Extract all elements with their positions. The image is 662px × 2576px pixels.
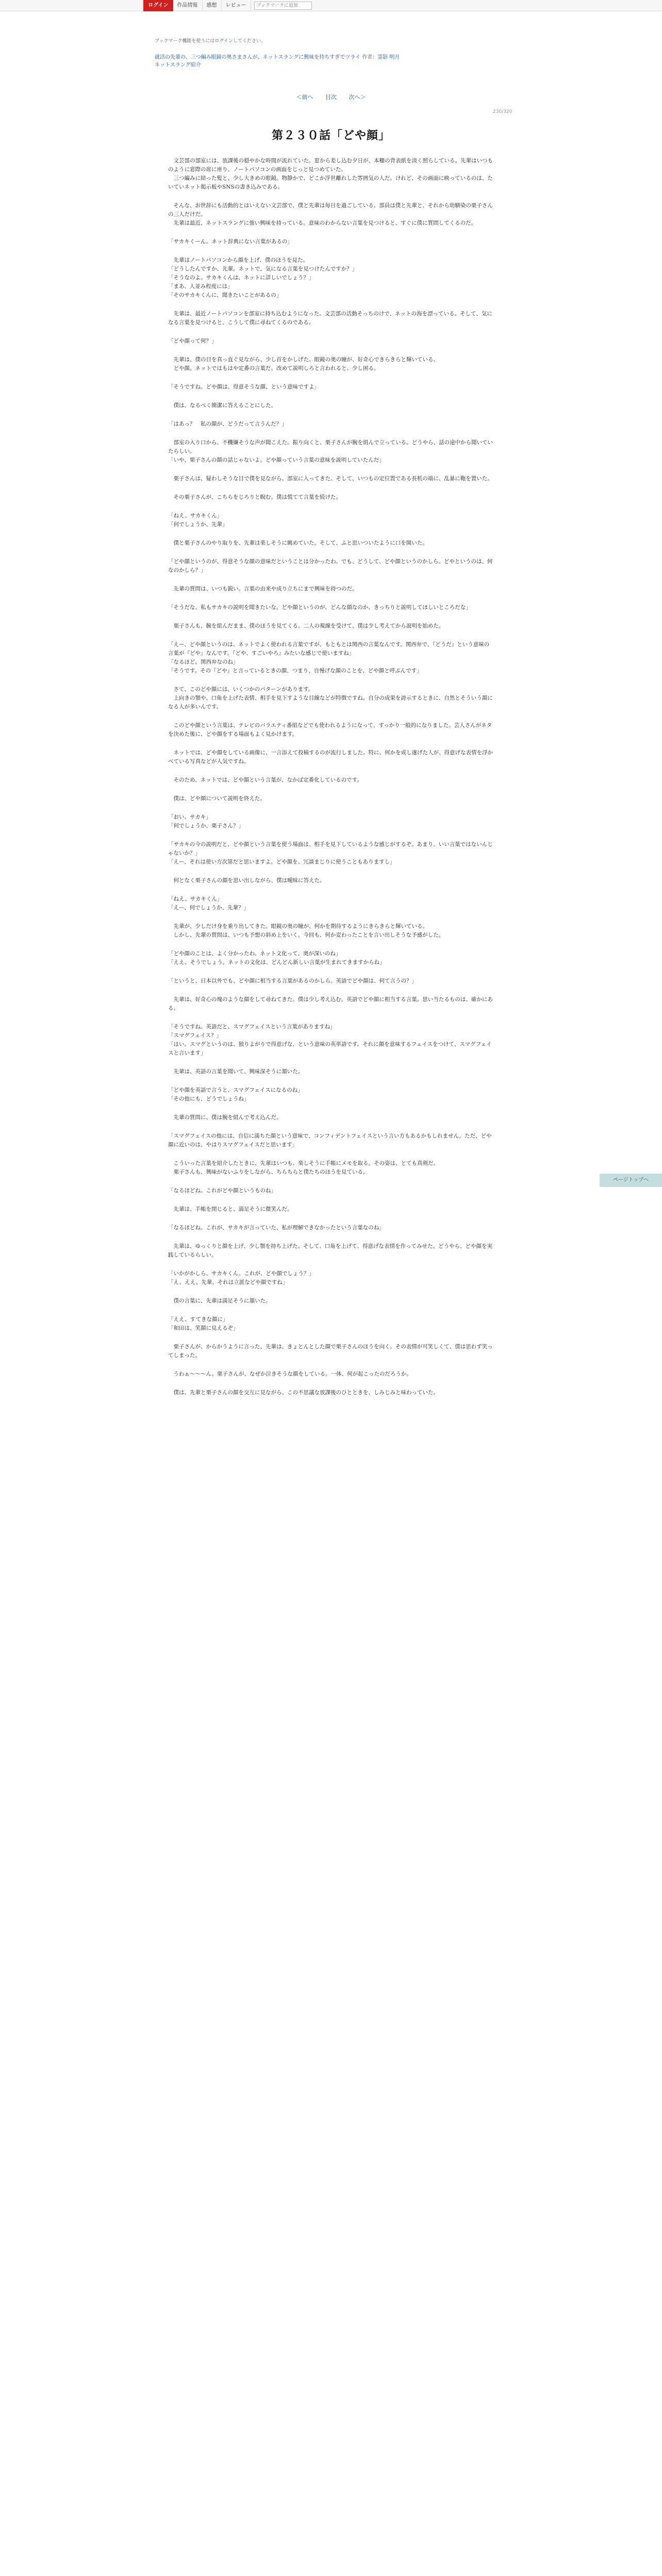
- page-number: 230/320: [493, 109, 512, 114]
- body-paragraph: 「というと、日本以外でも、どや顔に相当する言葉があるのかしら。英語でどや顔は、何て言うの？」: [168, 978, 417, 984]
- bookmark-search-input[interactable]: [254, 2, 312, 10]
- body-paragraph: 先輩の質問に、僕は腕を組んで考え込んだ。: [168, 1114, 282, 1121]
- body-paragraph: そんな、お世辞にも活動的とはいえない文芸部で、僕と先輩は毎日を過ごしている。部員は僕と先輩と、それから幼馴染の栗子さんの三人だけだ。 先輩は最近、ネットスラングに強い興味を持っている。意味のわからない言葉を見つけると、すぐに僕に質問してくるのだ。: [168, 202, 493, 226]
- body-paragraph: 先輩は、僕の目を真っ直ぐ見ながら、少し首をかしげた。眼鏡の奥の瞳が、好奇心できらきらと輝いている。 どや顔。ネットではもはや定番の言葉だ。改めて説明しろと言われると、少し困る。: [173, 357, 439, 371]
- body-paragraph: 栗子さんも、腕を組んだまま、僕のほうを見てくる。二人の視線を受けて、僕は少し考えてから説明を始めた。: [168, 623, 444, 629]
- body-paragraph: 「ねえ、サカキくん」 「えー、何でしょうか、先輩？」: [168, 896, 250, 911]
- body-paragraph: 先輩は、手帳を閉じると、満足そうに微笑んだ。: [168, 1206, 293, 1212]
- top-bar: [0, 0, 662, 11]
- series-info: [155, 54, 516, 69]
- chapter-title: 第２３０話「どや顔」: [271, 129, 390, 142]
- body-paragraph: 栗子さんが、からかうように言った。先輩は、きょとんとした顔で栗子さんのほうを向く。その表情が可笑しくて、僕は思わず笑ってしまった。: [168, 1344, 493, 1359]
- nav-item-reviews[interactable]: レビュー: [222, 0, 251, 11]
- body-paragraph: 先輩は、ゆっくりと顔を上げ、少し顎を持ち上げた。そして、口角を上げて、得意げな表情を作ってみせた。どうやら、どや顔を実践しているらしい。: [168, 1243, 493, 1258]
- body-paragraph: 僕と栗子さんのやり取りを、先輩は楽しそうに眺めていた。そして、ふと思いついたように口を開いた。: [168, 540, 428, 546]
- body-paragraph: 先輩は、最近ノートパソコンを部室に持ち込むようになった。文芸部の活動そっちのけで、ネットの海を漂っている。そして、気になる言葉を見つけると、こうして僕に尋ねてくるのである。: [168, 311, 492, 326]
- body-paragraph: 「どや顔って何？」: [168, 338, 217, 344]
- body-paragraph: 「そうだな、私もサカキの説明を聞きたいな。どや顔というのが、どんな顔なのか、きっちりと説明してほしいところだな」: [168, 604, 471, 611]
- series-subtitle[interactable]: ネットスラング紹介: [155, 62, 201, 68]
- author-label: 作者：: [362, 55, 378, 60]
- body-paragraph: その栗子さんが、こちらをじろりと睨む。僕は慌てて言葉を続けた。: [168, 494, 341, 500]
- body-paragraph: 先輩はノートパソコンから顔を上げ、僕のほうを見た。 「どうしたんですか、先輩。ネットで、気になる言葉を見つけたんですか？」 「そうなのよ。サカキくんは、ネットに詳しいでしょう？」 「まあ、人並み程度には」 「そのサカキくんに、聞きたいことがあるの」: [168, 257, 358, 298]
- body-paragraph: 栗子さんは、疑わしそうな目で僕を見ながら、部室に入ってきた。そして、いつもの定位置である長机の端に、乱暴に鞄を置いた。: [168, 476, 493, 482]
- notice-prefix: ブックマーク機能を使うには: [155, 39, 215, 44]
- body-paragraph: 「どや顔というのが、得意そうな顔の意味だということは分かったわ。でも、どうして、どや顔というのかしら。どやというのは、何なのかしら？」: [168, 558, 493, 573]
- body-paragraph: そのため、ネットでは、どや顔という言葉が、なかば定番化しているのです。: [168, 777, 362, 783]
- pager-top: [0, 93, 662, 101]
- body-paragraph: 「スマグフェイスの他には、自信に満ちた顔という意味で、コンフィデントフェイスという言い方もあるかもしれません。ただ、どや顔に近いのは、やはりスマグフェイスだと思います」: [168, 1133, 492, 1148]
- bookmark-notice: [155, 37, 266, 44]
- body-paragraph: 僕は、先輩と栗子さんの顔を交互に見ながら、この不思議な放課後のひとときを、しみじみと味わっていた。: [168, 1389, 439, 1396]
- body-paragraph: 「なるほどね。これが、サカキが言っていた、私が理解できなかったという言葉なのね」: [168, 1225, 385, 1231]
- body-paragraph: さて、このどや顔には、いくつかのパターンがあります。 上向きの顎や、口角を上げた表情、相手を見下すような目線などが特徴ですね。自分の成果を誇示するときに、自然とそういう顔になる人が多いんです。: [168, 686, 493, 710]
- top-bar-inner: [143, 0, 312, 11]
- login-button[interactable]: ログイン: [143, 0, 173, 11]
- body-paragraph: 「そうですね。英語だと、スマグフェイスという言葉がありますね」 「スマグフェイス？」 「はい。スマグというのは、独りよがりで得意げな、という意味の英単語です。それに顔を意味するフェイスをつけて、スマグフェイスと言います」: [168, 1024, 492, 1056]
- series-title-link[interactable]: 就活の先輩の、三つ編み眼鏡の奥さまさんが、ネットスラングに興味を持ちすぎでツライ: [155, 55, 360, 60]
- body-paragraph: 「なるほどね。これがどや顔というものね」: [168, 1188, 276, 1194]
- body-paragraph: 僕の言葉に、先輩は満足そうに頷いた。: [168, 1298, 271, 1304]
- body-paragraph: 先輩は、英語の言葉を聞いて、興味深そうに頷いた。: [168, 1069, 304, 1075]
- body-paragraph: 「サカキの今の説明だと、どや顔という言葉を使う場面は、相手を見下しているような感じがするぞ。あまり、いい言葉ではないんじゃないか？」 「えー、それは使い方次第だと思いますよ。どや顔を、冗談まじりに使うこともありますし」: [168, 841, 493, 865]
- body-paragraph: このどや顔という言葉は、テレビのバラエティ番組などでも使われるようになって、すっかり一般的になりました。芸人さんがネタを決めた後に、どや顔をする場面もよく見かけます。: [168, 722, 492, 737]
- body-paragraph: 文芸部の部室には、放課後の穏やかな時間が流れていた。窓から差し込む夕日が、本棚の背表紙を淡く照らしている。先輩はいつものように窓際の席に座り、ノートパソコンの画面をじっと見つめていた。 三つ編みに結った髪と、少し大きめの眼鏡。物静かで、どこか浮世離れした雰囲気の人だ。けれど、その画面に映っているのは、たいていネット掲示板やSNSの書き込みである。: [168, 158, 493, 190]
- body-paragraph: 「どや顔を英語で言うと、スマグフェイスになるのね」 「その他にも、どうでしょうね」: [168, 1087, 303, 1102]
- body-paragraph: 「そうですね。どや顔は、得意そうな顔、という意味ですよ」: [168, 384, 320, 390]
- nav-item-impressions[interactable]: 感想: [203, 0, 222, 11]
- notice-login-link[interactable]: ログイン: [214, 39, 233, 44]
- body-paragraph: 「はあっ？ 私の顔が、どうだって言うんだ？」: [168, 421, 287, 427]
- author-link[interactable]: 霊影 明月: [377, 55, 400, 60]
- body-paragraph: 「ええ、すてきな顔に」 「和田は、笑顔に見えるぞ」: [168, 1316, 239, 1331]
- nav-item-work-info[interactable]: 作品情報: [173, 0, 203, 11]
- body-paragraph: 「ねえ、サカキくん」 「何でしょうか、先輩」: [168, 513, 228, 528]
- body-paragraph: ネットでは、どや顔をしている画像に、一言添えて投稿するのが流行しました。特に、何かを成し遂げた人が、得意げな表情を浮かべている写真などが人気ですね。: [168, 750, 493, 765]
- body-paragraph: こういった言葉を紹介したときに、先輩はいつも、楽しそうに手帳にメモを取る。その姿は、とても真剣だ。 栗子さんも、興味がないふりをしながら、ちらちらと僕たちのほうを見ている。: [173, 1160, 439, 1175]
- body-paragraph: 「いかがかしら、サカキくん。これが、どや顔でしょう？」 「え、ええ。先輩、それは立派などや顔ですね」: [168, 1270, 315, 1285]
- body-paragraph: 先輩の質問は、いつも鋭い。言葉の由来や成り立ちにまで興味を持つのだ。: [168, 586, 358, 592]
- body-paragraph: 僕は、どや顔について説明を終えた。: [168, 795, 266, 802]
- page-top-button[interactable]: ページトップへ: [600, 1174, 662, 1187]
- body-paragraph: 僕は、なるべく簡潔に答えることにした。: [168, 402, 276, 409]
- notice-suffix: してください。: [233, 39, 266, 44]
- body-paragraph: 先輩が、少しだけ身を乗り出してきた。眼鏡の奥の瞳が、何かを期待するようにきらきらと輝いている。 しかし、先輩の質問は、いつも予想の斜め上をいく。今回も、何か変わったことを言い出しそうな予感がした。: [173, 923, 444, 938]
- novel-body: [168, 157, 494, 1407]
- body-paragraph: 「どや顔のことは、よく分かったわ。ネット文化って、奥が深いのね」 「ええ、そうでしょう。ネットの文化は、どんどん新しい言葉が生まれてきますからね」: [168, 951, 385, 965]
- next-link[interactable]: 次へ＞: [349, 94, 366, 100]
- body-paragraph: 「サカキくーん。ネット辞典にない言葉があるの」: [168, 239, 293, 245]
- prev-link[interactable]: ＜前へ: [296, 94, 313, 100]
- body-paragraph: 部室の入り口から、不機嫌そうな声が聞こえた。振り向くと、栗子さんが腕を組んで立っている。どうやら、話の途中から聞いていたらしい。 「いや、栗子さんの顔の話じゃないよ。どや顔っていう言葉の意味を説明していたんだ」: [168, 439, 493, 463]
- body-paragraph: 「えー、どや顔というのは、ネットでよく使われる言葉ですが、もともとは関西の言葉なんです。関西弁で、『どうだ』という意味の言葉が『どや』なんです。『どや、すごいやろ』みたいな感じで使いますね」 「なるほど。関西弁なのね」 「そうです。その『どや』と言っているときの顔、つまり、自慢げな顔のことを、どや顔と呼ぶんです」: [168, 641, 490, 674]
- body-paragraph: 「おい、サカキ」 「何でしょうか、栗子さん？」: [168, 814, 244, 829]
- body-paragraph: 先輩は、好奇心の塊のような顔をして尋ねてきた。僕は少し考え込む。英語でどや顔に相当する言葉。思い当たるものは、確かにある。: [168, 996, 493, 1011]
- toc-link[interactable]: 目次: [325, 94, 337, 100]
- body-paragraph: 何となく栗子さんの顔を思い出しながら、僕は曖昧に答えた。: [168, 877, 325, 884]
- body-paragraph: うわぁ〜〜〜ん。栗子さんが、なぜか泣きそうな顔をしている。一体、何が起こったのだろうか。: [168, 1371, 412, 1377]
